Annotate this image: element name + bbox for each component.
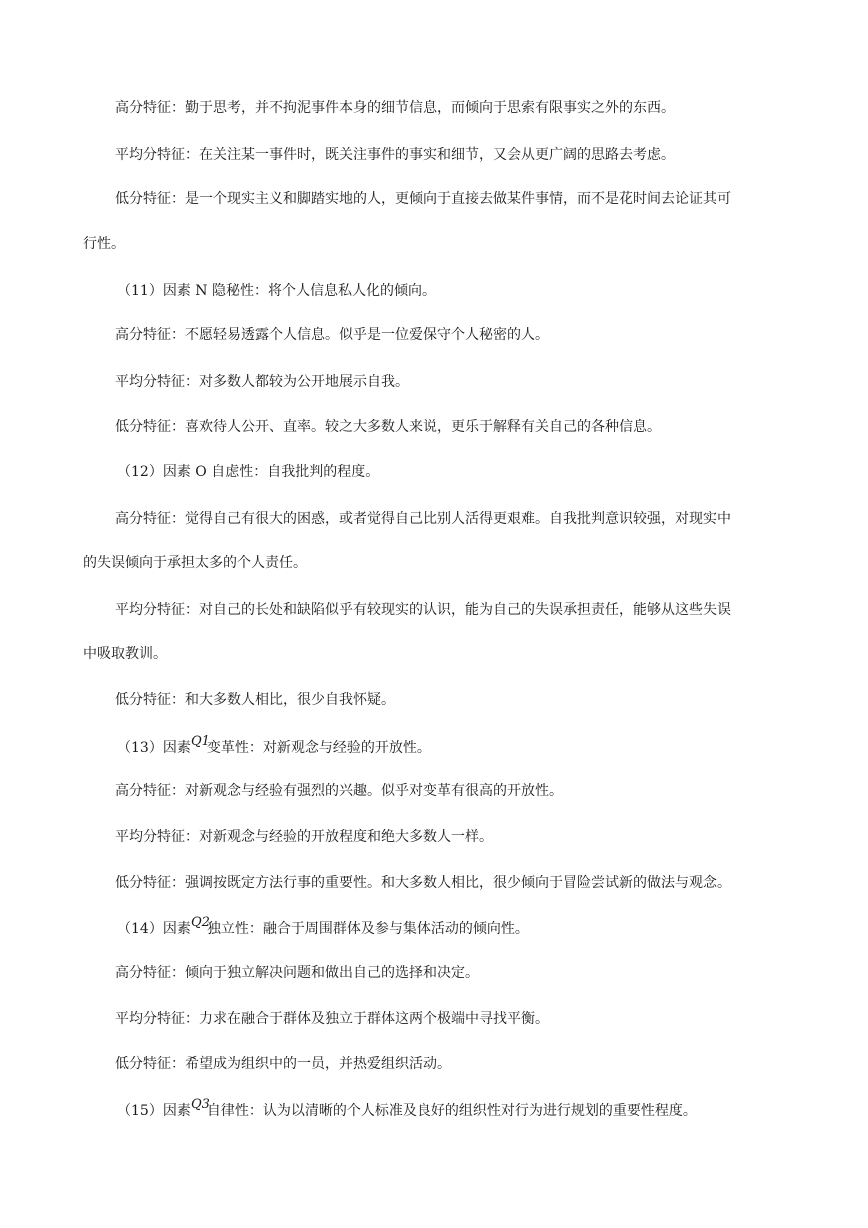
paragraph-line: 的失误倾向于承担太多的个人责任。 (83, 555, 307, 571)
factor-symbol-q2 (190, 915, 210, 934)
paragraph-line: 高分特征：倾向于独立解决问题和做出自己的选择和决定。 (115, 965, 479, 981)
factor-heading (117, 915, 529, 939)
factor-heading-text: 独立性：融合于周围群体及参与集体活动的倾向性。 (206, 921, 529, 937)
factor-heading-prefix: （14）因素 (117, 921, 191, 937)
factor-symbol-q3 (190, 1097, 210, 1116)
factor-heading (117, 734, 431, 758)
paragraph-line: 低分特征：强调按既定方法行事的重要性。和大多数人相比，很少倾向于冒险尝试新的做法与观念。 (115, 875, 731, 891)
paragraph-line: 行性。 (83, 236, 125, 252)
paragraph-line: 中吸取教训。 (83, 646, 167, 662)
paragraph-line: 高分特征：觉得自己有很大的困惑，或者觉得自己比别人活得更艰难。自我批判意识较强，对现实中 (115, 511, 731, 527)
paragraph-line: 低分特征：和大多数人相比，很少自我怀疑。 (115, 692, 395, 708)
svg-text:Q1: Q1 (190, 734, 210, 749)
paragraph-line: 平均分特征：在关注某一事件时，既关注事件的事实和细节，又会从更广阔的思路去考虑。 (115, 147, 675, 163)
factor-symbol-q1 (190, 734, 210, 753)
factor-heading (117, 1097, 697, 1121)
factor-heading-prefix: （13）因素 (117, 740, 191, 756)
paragraph-line: 高分特征：不愿轻易透露个人信息。似乎是一位爱保守个人秘密的人。 (115, 327, 549, 343)
paragraph-line: 平均分特征：对多数人都较为公开地展示自我。 (115, 374, 409, 390)
paragraph-line: 低分特征：喜欢待人公开、直率。较之大多数人来说，更乐于解释有关自己的各种信息。 (115, 419, 661, 435)
paragraph-line: 高分特征：勤于思考，并不拘泥事件本身的细节信息，而倾向于思索有限事实之外的东西。 (115, 100, 675, 116)
svg-text:Q3: Q3 (190, 1097, 210, 1112)
factor-heading-text: 自律性：认为以清晰的个人标准及良好的组织性对行为进行规划的重要性程度。 (206, 1103, 697, 1119)
svg-text:Q2: Q2 (190, 915, 210, 930)
paragraph-line: 平均分特征：对自己的长处和缺陷似乎有较现实的认识，能为自己的失误承担责任，能够从这些失误 (115, 602, 731, 618)
paragraph-line: 平均分特征：对新观念与经验的开放程度和绝大多数人一样。 (115, 829, 493, 845)
factor-heading-prefix: （15）因素 (117, 1103, 191, 1119)
factor-heading: （12）因素 O 自虑性：自我批判的程度。 (117, 464, 380, 480)
paragraph-line: 平均分特征：力求在融合于群体及独立于群体这两个极端中寻找平衡。 (115, 1011, 549, 1027)
paragraph-line: 高分特征：对新观念与经验有强烈的兴趣。似乎对变革有很高的开放性。 (115, 783, 563, 799)
factor-heading-text: 变革性：对新观念与经验的开放性。 (206, 740, 431, 756)
paragraph-line: 低分特征：希望成为组织中的一员，并热爱组织活动。 (115, 1056, 451, 1072)
factor-heading: （11）因素 N 隐秘性：将个人信息私人化的倾向。 (117, 283, 436, 299)
paragraph-line: 低分特征：是一个现实主义和脚踏实地的人，更倾向于直接去做某件事情，而不是花时间去论证其可 (115, 191, 731, 207)
